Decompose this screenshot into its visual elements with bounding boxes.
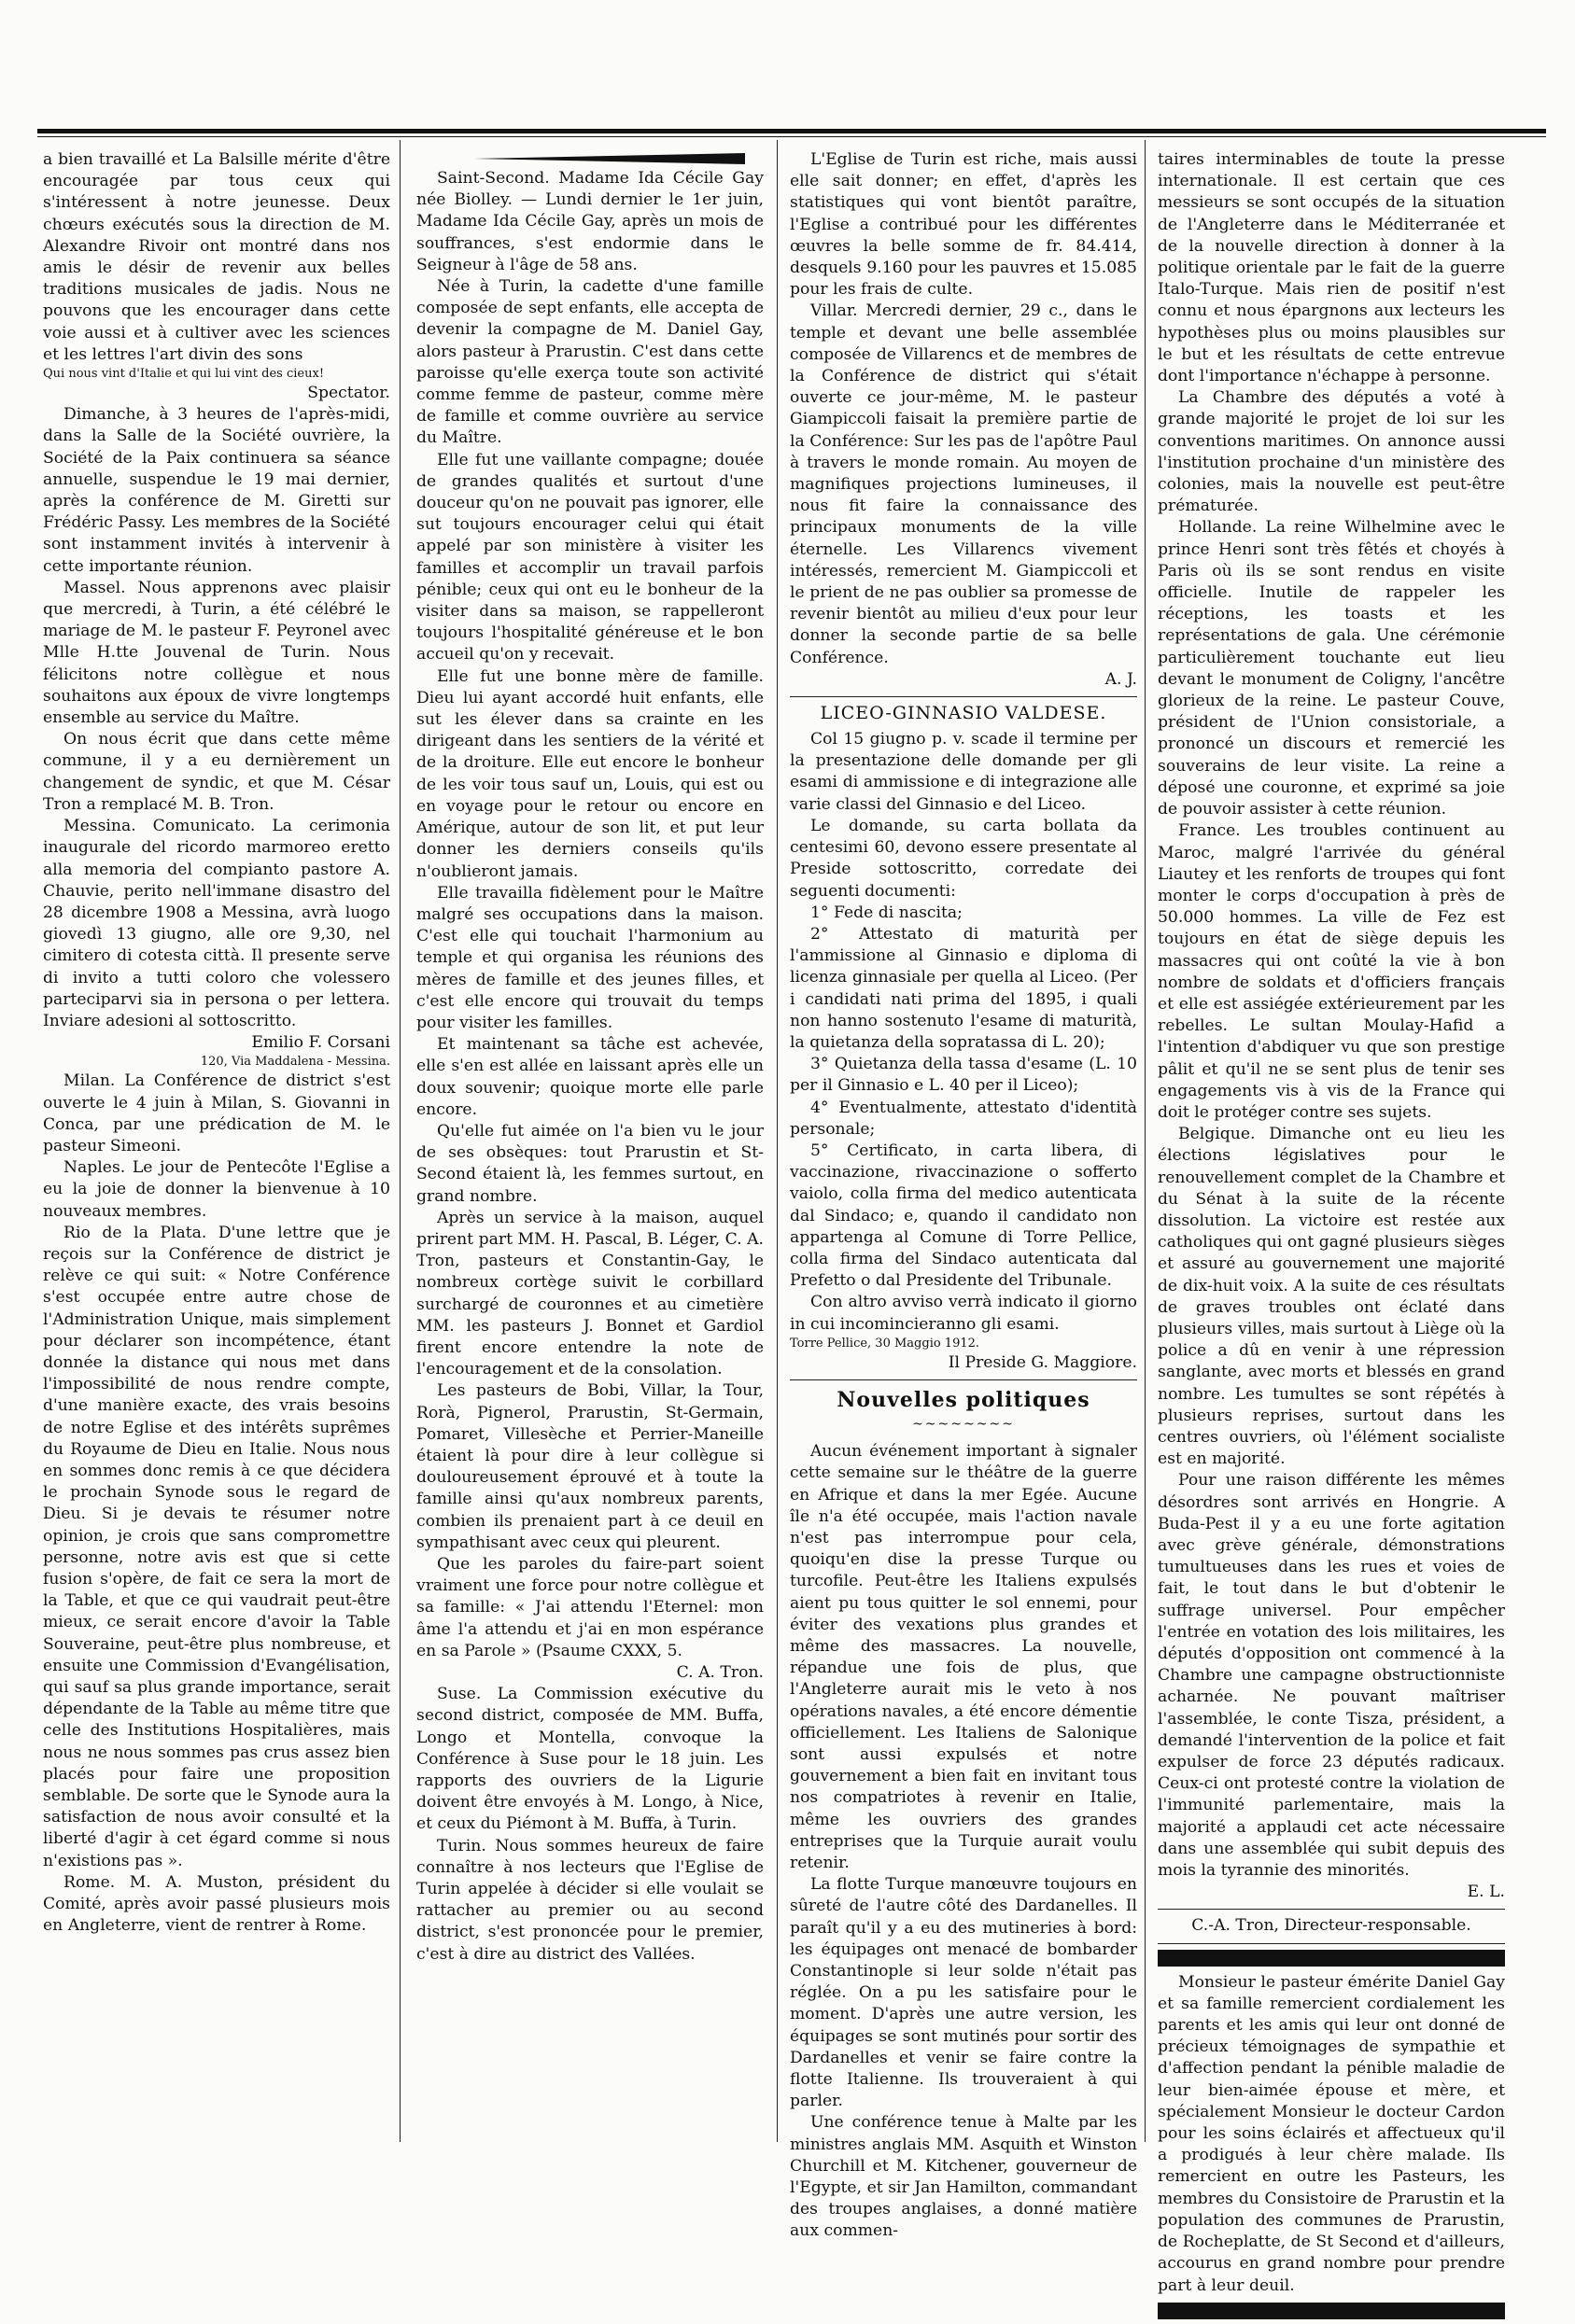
signature: Il Preside G. Maggiore. bbox=[948, 1352, 1137, 1372]
obituary-ornament bbox=[472, 153, 745, 164]
column-3 bbox=[790, 149, 1137, 2241]
column-4 bbox=[1158, 149, 1505, 2295]
paragraph: Milan. La Conférence de district s'est ouverte le 4 juin à Milan, S. Giovanni in Conca, par une prédication de M. le pasteur Simeoni. bbox=[43, 1071, 390, 1155]
address: 120, Via Maddalena - Messina. bbox=[200, 1055, 390, 1070]
paragraph: Belgique. Dimanche ont eu lieu les élections législatives pour le renouvellement complet de la Chambre et du Sénat à la suite de la récente dissolution. La victoire est restée aux catholiques qui ont gagné plusieurs sièges et assuré au gouvernement une majorité de dix-huit voix. A la suite de ces résultats de graves troubles ont éclaté dans plusieurs villes, mais surtout à Liège où la police a dû en venir à une répression sanglante, avec morts et blessés en grand nombre. Les tumultes se sont répétés à plusieurs reprises, surtout dans les centres ouvriers, où l'élément socialiste est en majorité. bbox=[1158, 1125, 1505, 1469]
column-1 bbox=[43, 149, 390, 2147]
signature: E. L. bbox=[1467, 1883, 1505, 1902]
mourning-bar bbox=[1158, 2303, 1505, 2319]
paragraph: taires interminables de toute la presse internationale. Il est certain que ces messieurs se sont occupés de la situation de l'Angleterre dans le Méditerranée et de la nouvelle direction à donner à la politique orientale par le fait de la guerre Italo-Turque. Mais rien de positif n'est connu et nous épargnons aux lecteurs les hypothèses plus ou moins plausibles sur le but et les résultats de cette entrevue dont l'importance n'échappe à personne. bbox=[1158, 150, 1505, 386]
liceo-heading: LICEO-GINNASIO VALDESE. bbox=[790, 696, 1137, 725]
paragraph: Que les paroles du faire-part soient vraiment une force pour notre collègue et sa famille: « J'ai attendu l'Eternel: mon âme l'a attendu et j'ai en mon espérance en sa Parole » (Psaume CXXX, 5. bbox=[416, 1555, 764, 1660]
paragraph: France. Les troubles continuent au Maroc, malgré l'arrivée du général Liautey et les renforts de troupes qui font monter le corps d'occupation à près de 50.000 hommes. La ville de Fez est toujours en état de siège depuis les massacres qui ont coûté la vie à bon nombre de soldats et d'officiers français et elle est assiégée extérieurement par les rebelles. Le sultan Moulay-Hafid a l'intention d'abdiquer vu que son prestige pâlit et qu'il ne se sent plus de tenir ses engagements vis à vis de la France qui doit le protéger contre ses sujets. bbox=[1158, 821, 1505, 1122]
paragraph: a bien travaillé et La Balsille mérite d'être encouragée par tous ceux qui s'intéressent à notre jeunesse. Deux chœurs exécutés sous la direction de M. Alexandre Rivoir ont montré dans nos amis le désir de revenir aux belles traditions musicales de jadis. Nous ne pouvons que les encourager dans cette voie aussi et à cultiver avec les sciences et les lettres l'art divin des sons bbox=[43, 150, 390, 364]
signature: C. A. Tron. bbox=[676, 1663, 764, 1683]
paragraph: Naples. Le jour de Pentecôte l'Eglise a eu la joie de donner la bienvenue à 10 nouveaux membres. bbox=[43, 1158, 390, 1221]
paragraph: Pour une raison différente les mêmes désordres sont arrivés en Hongrie. A Buda-Pest il y a eu une forte agitation avec grève générale, démonstrations tumultueuses dans les rues et voies de fait, le tout dans le but d'obtenir le suffrage universel. Pour empêcher l'entrée en votation des lois militaires, les députés d'opposition ont commencé à la Chambre une campagne obstructionniste acharnée. Ne pouvant maîtriser l'assemblée, le conte Tisza, président, a demandé l'intervention de la police et fait expulser de force 23 députés radicaux. Ceux-ci ont protesté contre la violation de l'immunité parlementaire, mais la majorité a applaudi cet acte nécessaire dans une assemblée qui subit depuis des mois la tyrannie des minorités. bbox=[1158, 1471, 1505, 1881]
paragraph: Aucun événement important à signaler cette semaine sur le théâtre de la guerre en Afrique et dans la mer Egée. Aucune île n'a été occupée, mais l'action navale n'est pas interrompue pour cela, quoiqu'en dise la presse Turque ou turcofile. Peut-être les Italiens expulsés aient pu tous quitter le sol ennemi, pour éviter des vexations plus grandes et même des massacres. La nouvelle, répandue une fois de plus, que l'Angleterre aurait mis le veto à nos opérations navales, a été encore démentie officiellement. Les Italiens de Salonique sont aussi expulsés et notre gouvernement a bien fait en invitant tous nos compatriotes à revenir en Italie, même les ouvriers des grandes entreprises que la Turquie aurait voulu retenir. bbox=[790, 1442, 1137, 1873]
divider bbox=[1158, 1943, 1505, 1944]
signature: A. J. bbox=[1104, 669, 1137, 689]
list-item: 5° Certificato, in carta libera, di vaccinazione, rivaccinazione o sofferto vaiolo, colla firma del medico autenticata dal Sindaco; e, quando il candidato non appartenga al Comune di Torre Pellice, colla firma del Sindaco autenticata dal Prefetto o dal Presidente del Tribunale. bbox=[790, 1141, 1137, 1291]
paragraph: Villar. Mercredi dernier, 29 c., dans le temple et devant une belle assemblée composée de Villarencs et de membres de la Conférence de district qui s'était ouverte ce jour-même, M. le pasteur Giampiccoli faisait la première partie de la Conférence: Sur les pas de l'apôtre Paul à travers le monde romain. Au moyen de magnifiques projections lumineuses, il nous fit faire la connaissance des principaux monuments de la ville éternelle. Les Villarencs vivement intéressés, remercient M. Giampiccoli et le prient de ne pas oublier sa promesse de revenir bientôt au milieu d'eux pour leur donner la seconde partie de sa belle Conférence. bbox=[790, 301, 1137, 667]
header-rule-thin bbox=[37, 136, 1546, 137]
paragraph: Qu'elle fut aimée on l'a bien vu le jour de ses obsèques: tout Prarustin et St-Second étaient là, les femmes surtout, en grand nombre. bbox=[416, 1121, 764, 1206]
paragraph: Elle fut une vaillante compagne; douée de grandes qualités et surtout d'une douceur qu'on ne pouvait pas ignorer, elle sut toujours encourager celui qui était appelé par son ministère à visiter les familles et accomplir un travail parfois pénible; ceux qui ont eu le bonheur de la visiter dans sa maison, se rappelleront toujours l'hospitalité généreuse et le bon accueil qu'on y recevait. bbox=[416, 450, 764, 665]
paragraph: Turin. Nous sommes heureux de faire connaître à nos lecteurs que l'Eglise de Turin appelée à décider si elle voulait se rattacher au premier ou au second district, s'est prononcée pour le premier, c'est à dire au district des Vallées. bbox=[416, 1836, 764, 1964]
paragraph: Rio de la Plata. D'une lettre que je reçois sur la Conférence de district je relève ce qui suit: « Notre Conférence s'est occupée entre autre chose de l'Administration Unique, mais simplement pour déclarer son incompétence, étant donnée la distance qui nous met dans l'impossibilité de nous rendre compte, d'une manière exacte, des vrais besoins de notre Eglise et des intérêts suprêmes du Royaume de Dieu en Italie. Nous nous en sommes donc remis à ce que décidera le prochain Synode sous le regard de Dieu. Si je devais te résumer notre opinion, je crois que sans compromettre personne, notre avis est que si cette fusion s'opère, de fait ce sera la mort de la Table, et que ce qui vaudrait peut-être mieux, ce serait encore d'avoir la Table Souveraine, peut-être plus nombreuse, et ensuite une Commission d'Evangélisation, qui sauf sa plus grande importance, serait dépendante de la Table au même titre que celle des Institutions Hospitalières, mais nous ne nous sommes pas crus assez bien placés pour faire une proposition semblable. De sorte que le Synode aura la satisfaction de nous avoir consulté et la liberté d'agir à cet égard comme si nous n'existions pas ». bbox=[43, 1223, 390, 1870]
paragraph: Les pasteurs de Bobi, Villar, la Tour, Rorà, Pignerol, Prarustin, St-Germain, Pomaret, Villesèche et Perrier-Maneille étaient là pour dire à leur collègue si douloureusement éprouvé et à toute la famille ainsi qu'aux nombreux parents, combien ils prenaient part à ce deuil en sympathisant avec ceux qui pleurent. bbox=[416, 1381, 764, 1552]
column-divider bbox=[400, 140, 401, 2142]
paragraph: Suse. La Commission exécutive du second district, composée de MM. Buffa, Longo et Montella, convoque la Conférence à Suse pour le 18 juin. Les rapports des ouvriers de la Ligurie doivent être envoyés à M. Longo, à Nice, et ceux du Piémont à M. Buffa, à Turin. bbox=[416, 1685, 764, 1834]
mourning-bar bbox=[1158, 1950, 1505, 1967]
ornament-divider: ~~~~~~~~ bbox=[912, 1416, 1015, 1432]
list-item: 4° Eventualmente, attestato d'identità personale; bbox=[790, 1098, 1137, 1139]
list-item: 3° Quietanza della tassa d'esame (L. 10 per il Ginnasio e L. 40 per il Liceo); bbox=[790, 1055, 1137, 1096]
paragraph: Messina. Comunicato. La cerimonia inaugurale del ricordo marmoreo eretto alla memoria del compianto pastore A. Chauvie, perito nell'immane disastro del 28 dicembre 1908 a Messina, avrà luogo giovedì 13 giugno, alle ore 9,30, nel cimitero di cotesta città. Il presente serve di invito a tutti coloro che volessero parteciparvi sia in persona o per lettera. Inviare adesioni al sottoscritto. bbox=[43, 817, 390, 1030]
paragraph: Hollande. La reine Wilhelmine avec le prince Henri sont très fêtés et choyés à Paris où ils se sont rendus en visite officielle. Inutile de rappeler les réceptions, les toasts et les représentations de gala. Une cérémonie particulièrement touchante eut lieu devant le monument de Coligny, l'ancêtre glorieux de la reine. Le pasteur Couve, président de l'Union consistoriale, a prononcé un discours et remercié les souverains de leur visite. La reine a déposé une couronne, et exprimé sa joie de pouvoir assister à cette réunion. bbox=[1158, 518, 1505, 819]
paragraph: Con altro avviso verrà indicato il giorno in cui incomincieranno gli esami. bbox=[790, 1293, 1137, 1334]
publisher-line: C.-A. Tron, Directeur-responsable. bbox=[1191, 1916, 1471, 1936]
paragraph: La Chambre des députés a voté à grande majorité le projet de loi sur les conventions maritimes. On annonce aussi l'institution prochaine d'un ministère des colonies, mais la nouvelle est peut-être prématurée. bbox=[1158, 388, 1505, 516]
paragraph: La flotte Turque manœuvre toujours en sûreté de l'autre côté des Dardanelles. Il paraît qu'il y a eu des mutineries à bord: les équipages ont menacé de bombarder Constantinople si leur solde n'était pas réglée. On a pu les satisfaire pour le moment. D'après une autre version, les équipages se sont mutinés pour sortir des Dardanelles et venir se faire contre la flotte Italienne. Ils trouveraient à qui parler. bbox=[790, 1875, 1137, 2111]
paragraph: Elle travailla fidèlement pour le Maître malgré ses occupations dans la maison. C'est elle qui touchait l'harmonium au temple et qui organisa les réunions des mères de famille et des jeunes filles, et c'est elle encore qui trouvait du temps pour visiter les familles. bbox=[416, 883, 764, 1032]
paragraph: Elle fut une bonne mère de famille. Dieu lui ayant accordé huit enfants, elle sut les élever dans sa crainte en les dirigeant dans les sentiers de la vérité et de la droiture. Elle eut encore le bonheur de les voir tous sauf un, Louis, qui est ou en voyage pour le retour ou encore en Amérique, autour de son lit, et put leur donner les derniers conseils qu'ils n'oublieront jamais. bbox=[416, 666, 764, 881]
header-rule bbox=[37, 129, 1546, 133]
paragraph: On nous écrit que dans cette même commune, il y a eu dernièrement un changement de syndic, et que M. César Tron a remplacé M. B. Tron. bbox=[43, 730, 390, 814]
verse-quote: Qui nous vint d'Italie et qui lui vint des cieux! bbox=[43, 367, 325, 382]
paragraph: Rome. M. A. Muston, président du Comité, après avoir passé plusieurs mois en Angleterre, vient de rentrer à Rome. bbox=[43, 1872, 390, 1936]
paragraph: Saint-Second. Madame Ida Cécile Gay née Biolley. — Lundi dernier le 1er juin, Madame Ida Cécile Gay, après un mois de souffrances, s'est endormie dans le Seigneur à l'âge de 58 ans. bbox=[416, 169, 764, 274]
column-2 bbox=[416, 149, 764, 2147]
paragraph: Monsieur le pasteur émérite Daniel Gay et sa famille remercient cordialement les parents et les amis qui leur ont donné de précieux témoignages de sympathie et d'affection pendant la pénible maladie de leur bien-aimée épouse et mère, et spécialement Monsieur le docteur Cardon pour les soins éclairés et affectueux qu'il a prodigués à leur chère malade. Ils remercient en outre les Pasteurs, les membres du Consistoire de Prarustin et la population des communes de Prarustin, de Rocheplatte, de St Second et d'ailleurs, accourus en grand nombre pour prendre part à leur deuil. bbox=[1158, 1972, 1505, 2295]
paragraph: Col 15 giugno p. v. scade il termine per la presentazione delle domande per gli esami di ammissione e di integrazione alle varie classi del Ginnasio e del Liceo. bbox=[790, 730, 1137, 814]
column-divider bbox=[777, 140, 778, 2142]
signature: Spectator. bbox=[307, 384, 390, 403]
column-divider bbox=[1145, 140, 1146, 2142]
divider bbox=[790, 1379, 1137, 1380]
divider bbox=[1158, 1909, 1505, 1910]
signature: Emilio F. Corsani bbox=[251, 1033, 390, 1053]
paragraph: Le domande, su carta bollata da centesimi 60, devono essere presentate al Preside sottoscritto, corredate dei seguenti documenti: bbox=[790, 816, 1137, 901]
paragraph: Et maintenant sa tâche est achevée, elle s'en est allée en laissant après elle un doux souvenir; quoique morte elle parle encore. bbox=[416, 1035, 764, 1119]
dateline: Torre Pellice, 30 Maggio 1912. bbox=[790, 1336, 980, 1351]
paragraph: Dimanche, à 3 heures de l'après-midi, dans la Salle de la Société ouvrière, la Société de la Paix continuera sa séance annuelle, suspendue le 19 mai dernier, après la conférence de M. Giretti sur Frédéric Passy. Les membres de la Société sont instamment invités à intervenir à cette importante réunion. bbox=[43, 405, 390, 576]
paragraph: Née à Turin, la cadette d'une famille composée de sept enfants, elle accepta de devenir la compagne de M. Daniel Gay, alors pasteur à Prarustin. C'est dans cette paroisse qu'elle exerça toute son activité comme femme de pasteur, comme mère de famille et comme ouvrière au service du Maître. bbox=[416, 277, 764, 448]
list-item: 2° Attestato di maturità per l'ammissione al Ginnasio e diploma di licenza ginnasiale per quella al Liceo. (Per i candidati nati prima del 1895, i quali non hanno sostenuto l'esame di maturità, la quietanza della sopratassa di L. 20); bbox=[790, 924, 1137, 1052]
section-title: Nouvelles politiques bbox=[837, 1387, 1090, 1412]
paragraph: Après un service à la maison, auquel prirent part MM. H. Pascal, B. Léger, C. A. Tron, pasteurs et Constantin-Gay, le nombreux cortège suivit le corbillard surchargé de couronnes et au cimetière MM. les pasteurs J. Bonnet et Gardiol firent encore entendre la note de l'encouragement et de la consolation. bbox=[416, 1208, 764, 1379]
paragraph: Une conférence tenue à Malte par les ministres anglais MM. Asquith et Winston Churchill et M. Kitchener, gouverneur de l'Egypte, et sir Jan Hamilton, commandant des troupes anglaises, a donné matière aux commen- bbox=[790, 2113, 1137, 2241]
list-item: 1° Fede di nascita; bbox=[810, 903, 963, 922]
paragraph: L'Eglise de Turin est riche, mais aussi elle sait donner; en effet, d'après les statistiques qui vont bientôt paraître, l'Eglise a contribué pour les différentes œuvres la belle somme de fr. 84.414, desquels 9.160 pour les pauvres et 15.085 pour les frais de culte. bbox=[790, 150, 1137, 300]
paragraph: Massel. Nous apprenons avec plaisir que mercredi, à Turin, a été célébré le mariage de M. le pasteur F. Peyronel avec Mlle H.tte Jouvenal de Turin. Nous félicitons notre collègue et nous souhaitons aux époux de vivre longtemps ensemble au service du Maître. bbox=[43, 578, 390, 728]
